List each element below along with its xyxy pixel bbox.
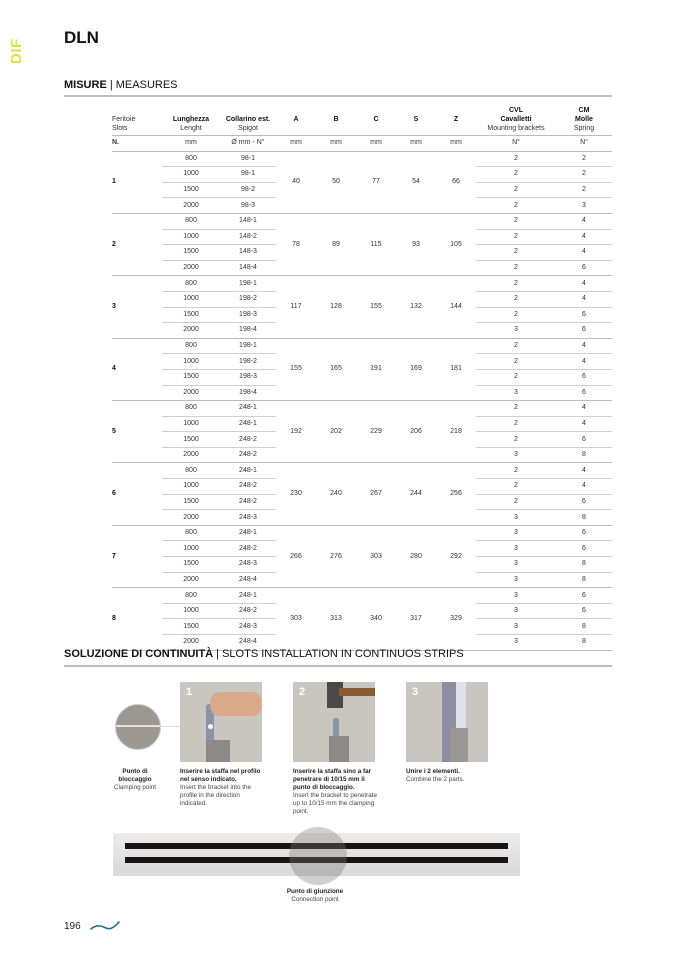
length-cell: 800 [162,151,220,167]
springs-cell: 6 [556,385,612,401]
length-cell: 1500 [162,307,220,323]
spigot-cell: 98-3 [220,198,276,214]
dim-c-cell: 115 [356,213,396,275]
clamping-point-caption: Punto di bloccaggio Clamping point [113,768,156,791]
connection-point-highlight [289,827,347,885]
length-cell: 1500 [162,245,220,261]
length-cell: 2000 [162,198,220,214]
col-length: Lunghezza Lenght [162,104,220,136]
springs-cell: 6 [556,369,612,385]
springs-cell: 4 [556,338,612,354]
brackets-cell: 3 [476,557,556,573]
brackets-cell: 3 [476,619,556,635]
dim-c-cell: 229 [356,401,396,463]
spigot-cell: 148-1 [220,213,276,229]
length-cell: 1500 [162,557,220,573]
spigot-cell: 198-4 [220,385,276,401]
brackets-cell: 3 [476,385,556,401]
length-cell: 1000 [162,479,220,495]
dim-a-cell: 192 [276,401,316,463]
dim-z-cell: 144 [436,276,476,338]
springs-cell: 8 [556,619,612,635]
spigot-cell: 248-3 [220,619,276,635]
dim-s-cell: 169 [396,338,436,400]
page-title: DLN [64,28,99,47]
spigot-cell: 248-2 [220,494,276,510]
col-cvl: CVL Cavalletti Mounting brackets [476,104,556,136]
brackets-cell: 2 [476,151,556,167]
dim-c-cell: 155 [356,276,396,338]
header-row [112,104,612,136]
brackets-cell: 3 [476,572,556,588]
dim-b-cell: 202 [316,401,356,463]
step-2-caption: Inserire la staffa sino a far penetrare di 10/15 mm il punto di bloccaggio. Insert the bracket to penetrate up to 10/15 mm the clamping point. [293,768,378,815]
spigot-cell: 248-2 [220,541,276,557]
spigot-cell: 148-3 [220,245,276,261]
dim-b-cell: 276 [316,525,356,587]
table-row [112,213,612,229]
table-row [112,525,612,541]
table-row [112,401,612,417]
brackets-cell: 3 [476,588,556,604]
springs-cell: 4 [556,479,612,495]
length-cell: 2000 [162,385,220,401]
length-cell: 1000 [162,354,220,370]
spigot-cell: 248-1 [220,401,276,417]
spigot-cell: 248-3 [220,557,276,573]
brackets-cell: 2 [476,479,556,495]
slot-count-cell: 5 [112,401,162,463]
col-slots: Feritoie Slots [112,104,162,136]
slot-count-cell: 7 [112,525,162,587]
brackets-cell: 2 [476,307,556,323]
springs-cell: 6 [556,432,612,448]
brackets-cell: 2 [476,229,556,245]
brackets-cell: 3 [476,525,556,541]
brackets-cell: 2 [476,463,556,479]
length-cell: 1000 [162,603,220,619]
table-row [112,588,612,604]
spigot-cell: 198-2 [220,291,276,307]
dim-a-cell: 78 [276,213,316,275]
dim-c-cell: 191 [356,338,396,400]
springs-cell: 4 [556,354,612,370]
length-cell: 1000 [162,167,220,183]
dim-b-cell: 165 [316,338,356,400]
spigot-cell: 248-3 [220,510,276,526]
spigot-cell: 248-1 [220,588,276,604]
springs-cell: 3 [556,198,612,214]
length-cell: 800 [162,401,220,417]
dim-z-cell: 256 [436,463,476,525]
springs-cell: 8 [556,510,612,526]
dim-z-cell: 105 [436,213,476,275]
spigot-cell: 198-3 [220,307,276,323]
length-cell: 2000 [162,510,220,526]
length-cell: 1000 [162,229,220,245]
measures-table [112,104,612,651]
brackets-cell: 2 [476,369,556,385]
dim-s-cell: 132 [396,276,436,338]
table-row [112,338,612,354]
dim-s-cell: 206 [396,401,436,463]
dim-a-cell: 155 [276,338,316,400]
dim-b-cell: 240 [316,463,356,525]
length-cell: 800 [162,588,220,604]
length-cell: 2000 [162,635,220,651]
springs-cell: 8 [556,635,612,651]
dim-s-cell: 244 [396,463,436,525]
step-2-photo: 2 [293,682,375,762]
springs-cell: 4 [556,401,612,417]
table-row [112,151,612,167]
springs-cell: 6 [556,588,612,604]
continuity-heading-en: SLOTS INSTALLATION IN CONTINUOS STRIPS [222,648,464,660]
brackets-cell: 3 [476,323,556,339]
spigot-cell: 98-2 [220,182,276,198]
springs-cell: 2 [556,182,612,198]
length-cell: 2000 [162,260,220,276]
dim-c-cell: 267 [356,463,396,525]
measures-heading: MISURE | MEASURES [64,79,178,91]
springs-cell: 2 [556,151,612,167]
table-row [112,276,612,292]
dim-b-cell: 50 [316,151,356,213]
length-cell: 800 [162,463,220,479]
springs-cell: 4 [556,463,612,479]
length-cell: 1000 [162,416,220,432]
spigot-cell: 248-1 [220,525,276,541]
dim-s-cell: 317 [396,588,436,650]
springs-cell: 4 [556,245,612,261]
slot-count-cell: 6 [112,463,162,525]
col-a: A [276,104,316,136]
measures-heading-it: MISURE [64,79,107,91]
dim-z-cell: 66 [436,151,476,213]
page-number: 196 [64,921,81,932]
length-cell: 1000 [162,291,220,307]
units-row: N. mm Ø mm - N° mm mm mm mm mm N° N° [112,136,612,152]
dim-c-cell: 77 [356,151,396,213]
slot-count-cell: 3 [112,276,162,338]
springs-cell: 4 [556,416,612,432]
brackets-cell: 2 [476,198,556,214]
slot-count-cell: 1 [112,151,162,213]
brackets-cell: 2 [476,245,556,261]
dim-a-cell: 303 [276,588,316,650]
brackets-cell: 2 [476,276,556,292]
spigot-cell: 248-1 [220,416,276,432]
length-cell: 1500 [162,494,220,510]
spigot-cell: 198-3 [220,369,276,385]
dim-b-cell: 128 [316,276,356,338]
col-spigot: Collarino est. Spigot [220,104,276,136]
length-cell: 1500 [162,369,220,385]
brackets-cell: 2 [476,354,556,370]
spigot-cell: 198-4 [220,323,276,339]
slot-count-cell: 8 [112,588,162,650]
slot-count-cell: 4 [112,338,162,400]
dim-s-cell: 93 [396,213,436,275]
spigot-cell: 198-1 [220,276,276,292]
length-cell: 2000 [162,447,220,463]
length-cell: 1500 [162,432,220,448]
installation-steps [0,680,677,830]
length-cell: 800 [162,276,220,292]
length-cell: 1500 [162,182,220,198]
brackets-cell: 2 [476,291,556,307]
step-1-caption: Inserire la staffa nel profilo nel senso indicato. Insert the bracket into the profile in the direction indicated. [180,768,261,807]
measures-heading-en: MEASURES [115,79,178,91]
springs-cell: 6 [556,494,612,510]
springs-cell: 6 [556,525,612,541]
clamping-point-marker [208,724,213,729]
springs-cell: 8 [556,572,612,588]
section-tab-dif: DIF [8,38,25,64]
divider [64,95,612,97]
springs-cell: 8 [556,557,612,573]
brackets-cell: 2 [476,416,556,432]
col-z: Z [436,104,476,136]
dim-c-cell: 340 [356,588,396,650]
springs-cell: 4 [556,213,612,229]
spigot-cell: 248-2 [220,447,276,463]
springs-cell: 4 [556,291,612,307]
dim-b-cell: 89 [316,213,356,275]
spigot-cell: 148-2 [220,229,276,245]
length-cell: 1500 [162,619,220,635]
length-cell: 800 [162,213,220,229]
table-row [112,463,612,479]
spigot-cell: 248-4 [220,635,276,651]
continuous-strip-image [113,833,520,876]
step-3-photo: 3 [406,682,488,762]
col-s: S [396,104,436,136]
continuity-heading: SOLUZIONE DI CONTINUITÀ | SLOTS INSTALLATION IN CONTINUOS STRIPS [64,648,464,660]
spigot-cell: 98-1 [220,151,276,167]
col-b: B [316,104,356,136]
spigot-cell: 198-1 [220,338,276,354]
dim-b-cell: 313 [316,588,356,650]
brand-wave-icon [90,920,120,932]
brackets-cell: 2 [476,213,556,229]
brackets-cell: 2 [476,432,556,448]
spigot-cell: 98-1 [220,167,276,183]
col-c: C [356,104,396,136]
springs-cell: 6 [556,323,612,339]
springs-cell: 8 [556,447,612,463]
dim-z-cell: 181 [436,338,476,400]
dim-z-cell: 292 [436,525,476,587]
col-cm: CM Molle Spring [556,104,612,136]
springs-cell: 4 [556,276,612,292]
springs-cell: 6 [556,603,612,619]
brackets-cell: 3 [476,510,556,526]
step-3-caption: Unire i 2 elementi. Combine the 2 parts. [406,768,465,783]
length-cell: 800 [162,338,220,354]
length-cell: 2000 [162,323,220,339]
length-cell: 2000 [162,572,220,588]
brackets-cell: 2 [476,260,556,276]
dim-s-cell: 54 [396,151,436,213]
brackets-cell: 3 [476,541,556,557]
dim-a-cell: 117 [276,276,316,338]
dim-z-cell: 329 [436,588,476,650]
dim-s-cell: 280 [396,525,436,587]
dim-a-cell: 40 [276,151,316,213]
springs-cell: 6 [556,260,612,276]
dim-c-cell: 303 [356,525,396,587]
step-1-photo: 1 [180,682,262,762]
spigot-cell: 148-4 [220,260,276,276]
springs-cell: 6 [556,541,612,557]
spigot-cell: 248-2 [220,479,276,495]
brackets-cell: 3 [476,447,556,463]
slot-count-cell: 2 [112,213,162,275]
spigot-cell: 248-2 [220,603,276,619]
spigot-cell: 248-2 [220,432,276,448]
brackets-cell: 3 [476,603,556,619]
continuity-heading-it: SOLUZIONE DI CONTINUITÀ [64,648,214,660]
dim-a-cell: 230 [276,463,316,525]
spigot-cell: 198-2 [220,354,276,370]
clamping-point-detail-image [115,704,161,750]
divider [64,665,612,667]
dim-a-cell: 266 [276,525,316,587]
brackets-cell: 2 [476,182,556,198]
spigot-cell: 248-1 [220,463,276,479]
springs-cell: 4 [556,229,612,245]
brackets-cell: 3 [476,635,556,651]
springs-cell: 2 [556,167,612,183]
dim-z-cell: 218 [436,401,476,463]
brackets-cell: 2 [476,494,556,510]
length-cell: 1000 [162,541,220,557]
brackets-cell: 2 [476,167,556,183]
spigot-cell: 248-4 [220,572,276,588]
brackets-cell: 2 [476,401,556,417]
brackets-cell: 2 [476,338,556,354]
length-cell: 800 [162,525,220,541]
springs-cell: 6 [556,307,612,323]
connection-point-caption: Punto di giunzione Connection point [286,888,344,903]
